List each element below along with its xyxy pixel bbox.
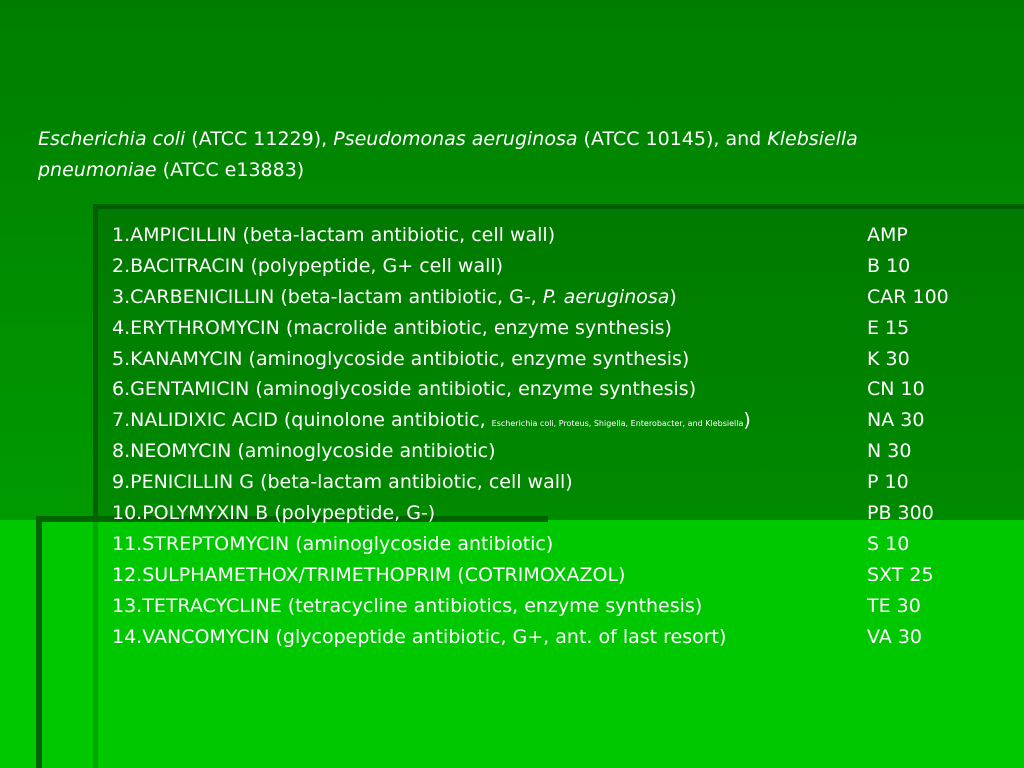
antibiotic-description: 5.KANAMYCIN (aminoglycoside antibiotic, enzyme synthesis) (112, 347, 690, 370)
description-text: 3.CARBENICILLIN (beta-lactam antibiotic, G-, (112, 285, 543, 308)
list-item (112, 313, 992, 344)
antibiotic-description: 11.STREPTOMYCIN (aminoglycoside antibiotic) (112, 532, 554, 555)
antibiotic-description: 6.GENTAMICIN (aminoglycoside antibiotic, enzyme synthesis) (112, 378, 697, 401)
list-item (112, 220, 992, 251)
antibiotic-description: 8.NEOMYCIN (aminoglycoside antibiotic) (112, 440, 496, 463)
frame-line-top (96, 204, 1024, 209)
disc-code: TE 30 (867, 594, 921, 617)
organism-name: Pseudomonas aeruginosa (333, 128, 578, 150)
list-item (112, 405, 992, 436)
atcc-label: (ATCC e13883) (156, 159, 305, 181)
frame-line-inner-vertical (93, 204, 98, 526)
antibiotic-list (112, 220, 992, 652)
list-item (112, 622, 992, 653)
disc-code: CAR 100 (867, 285, 949, 308)
disc-code: CN 10 (867, 378, 925, 401)
description-text: 7.NALIDIXIC ACID (quinolone antibiotic, (112, 409, 492, 432)
description-text: ) (743, 409, 751, 432)
antibiotic-description: 1.AMPICILLIN (beta-lactam antibiotic, cell wall) (112, 224, 556, 246)
disc-code: E 15 (867, 316, 910, 339)
organism-name: Escherichia coli (38, 128, 186, 150)
list-item (112, 251, 992, 282)
disc-code: N 30 (867, 440, 912, 463)
antibiotic-description (112, 405, 751, 440)
antibiotic-description: 13.TETRACYCLINE (tetracycline antibiotics, enzyme synthesis) (112, 594, 703, 617)
organism-name: P. aeruginosa (542, 285, 670, 308)
antibiotic-description: 12.SULPHAMETHOX/TRIMETHOPRIM (COTRIMOXAZOL) (112, 563, 626, 586)
list-item (112, 498, 992, 529)
list-item (112, 591, 992, 622)
frame-line-lower-vertical (93, 520, 98, 768)
disc-code: NA 30 (867, 409, 925, 432)
list-item (112, 282, 992, 313)
disc-code: PB 300 (867, 502, 934, 525)
antibiotic-description: 4.ERYTHROMYCIN (macrolide antibiotic, enzyme synthesis) (112, 316, 672, 339)
disc-code: B 10 (867, 254, 911, 277)
antibiotic-description: 2.BACITRACIN (polypeptide, G+ cell wall) (112, 254, 504, 277)
organism-name: Klebsiella pneumoniae (38, 128, 858, 181)
disc-code: S 10 (867, 532, 910, 555)
list-item (112, 436, 992, 467)
list-item (112, 374, 992, 405)
list-item (112, 467, 992, 498)
disc-code: P 10 (867, 471, 909, 494)
disc-code: SXT 25 (867, 563, 934, 586)
disc-code: AMP (867, 224, 908, 246)
intro-paragraph (38, 124, 978, 186)
atcc-label: (ATCC 11229), (185, 128, 334, 150)
atcc-label: (ATCC 10145), and (577, 128, 768, 150)
frame-line-left-vertical (36, 516, 42, 768)
list-item (112, 344, 992, 375)
antibiotic-description: 10.POLYMYXIN B (polypeptide, G-) (112, 502, 436, 525)
list-item (112, 560, 992, 591)
disc-code: VA 30 (867, 625, 922, 648)
description-text: ) (669, 285, 677, 308)
antibiotic-description: 14.VANCOMYCIN (glycopeptide antibiotic, G+, ant. of last resort) (112, 625, 727, 648)
list-item (112, 529, 992, 560)
antibiotic-description (112, 282, 677, 313)
disc-code: K 30 (867, 347, 910, 370)
organism-list-small: Escherichia coli, Proteus, Shigella, Enterobacter, and Klebsiella (491, 419, 744, 429)
antibiotic-description: 9.PENICILLIN G (beta-lactam antibiotic, cell wall) (112, 471, 573, 494)
